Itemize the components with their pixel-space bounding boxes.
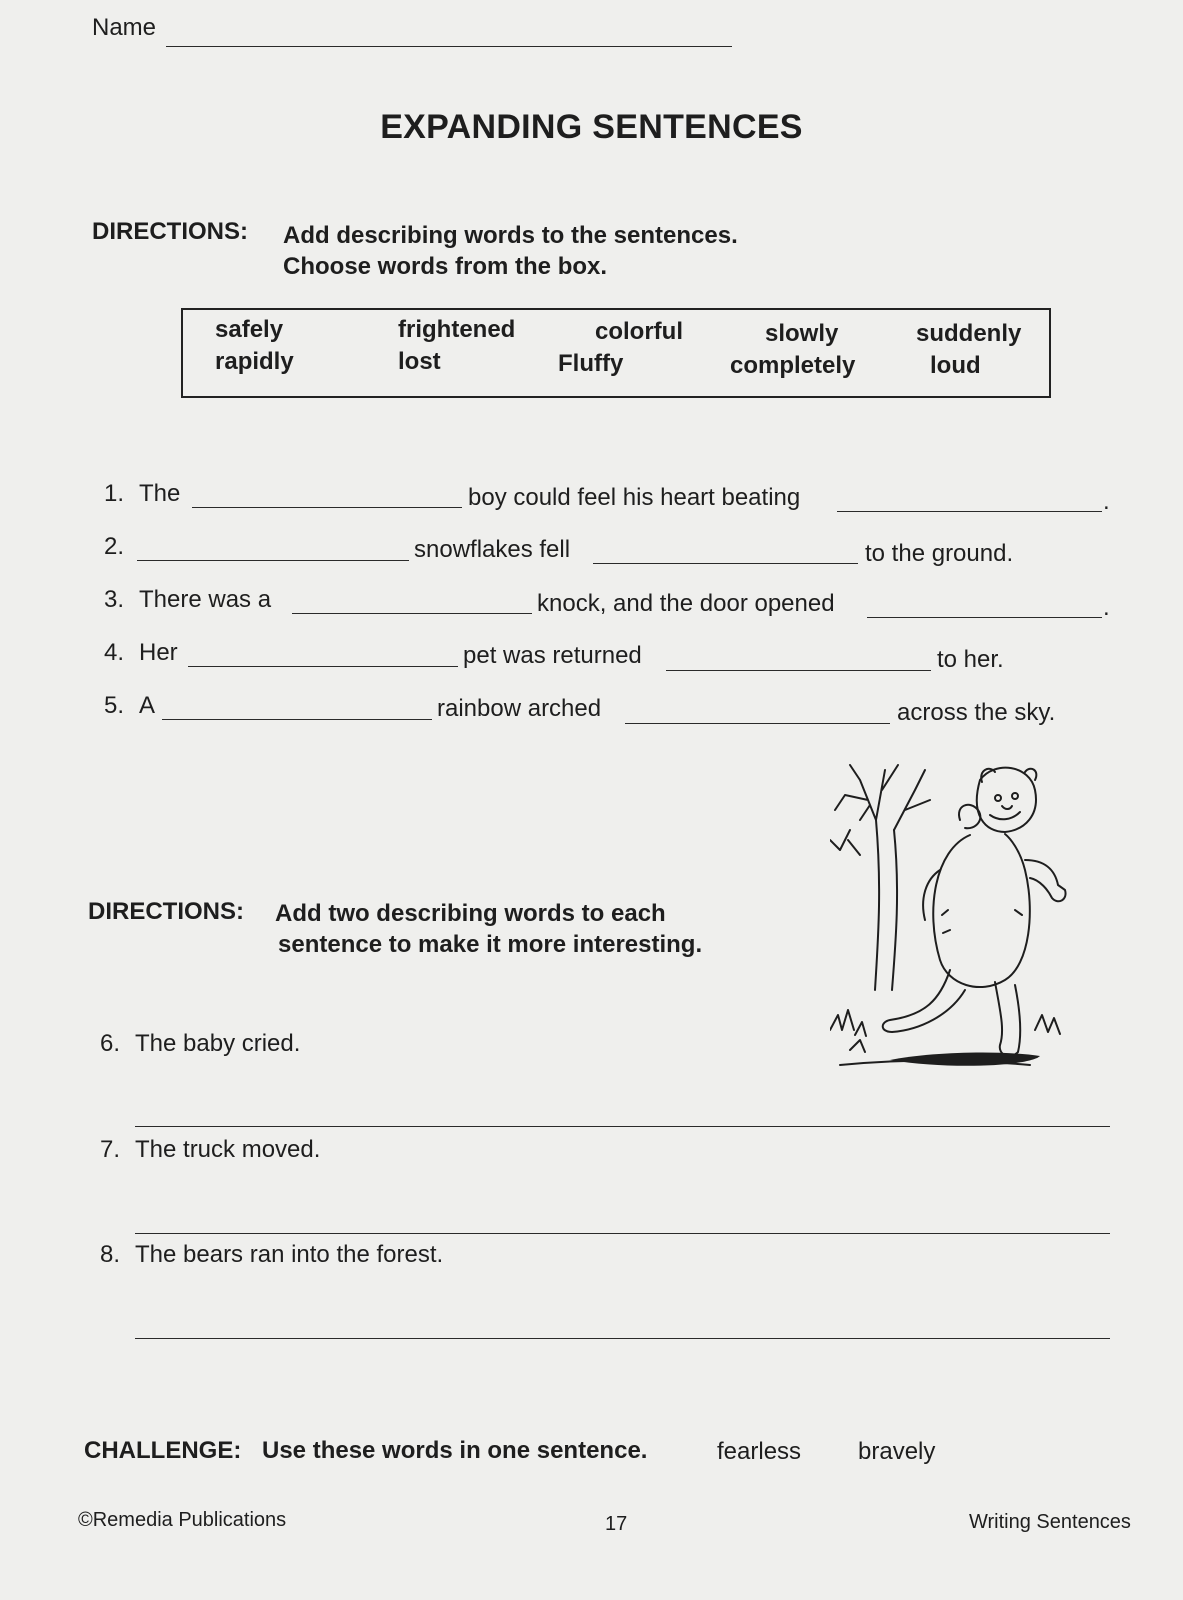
directions-text-line2: Choose words from the box. — [283, 253, 608, 280]
sentence-text: rainbow arched — [437, 695, 602, 722]
answer-blank[interactable] — [666, 670, 931, 671]
challenge-text: Use these words in one sentence. — [262, 1437, 648, 1464]
exercise-number: 8. — [100, 1241, 121, 1268]
answer-blank[interactable] — [137, 560, 409, 561]
sentence-text: pet was returned — [463, 642, 642, 669]
word-bank-box — [181, 308, 1051, 398]
sentence-text: across the sky. — [897, 699, 1056, 726]
sentence-text: A — [139, 692, 156, 719]
answer-blank[interactable] — [593, 563, 858, 564]
sentence-text: to her. — [937, 646, 1004, 673]
sentence-number: 2. — [104, 533, 125, 560]
word-bank-item: loud — [930, 352, 981, 379]
sentence-text: . — [1103, 488, 1110, 515]
word-bank-item: safely — [215, 316, 284, 343]
answer-blank[interactable] — [837, 511, 1102, 512]
sentence-text: The — [139, 480, 181, 507]
answer-line[interactable] — [135, 1338, 1110, 1339]
word-bank-item: lost — [398, 348, 441, 375]
sentence-number: 3. — [104, 586, 125, 613]
sentence-number: 1. — [104, 480, 125, 507]
page-number: 17 — [605, 1513, 628, 1535]
name-label: Name — [92, 14, 157, 41]
word-bank-item: suddenly — [916, 320, 1022, 347]
challenge-label: CHALLENGE: — [84, 1437, 242, 1464]
answer-blank[interactable] — [162, 719, 432, 720]
directions-text-line2: sentence to make it more interesting. — [278, 931, 703, 958]
answer-blank[interactable] — [625, 723, 890, 724]
name-field-line[interactable] — [166, 46, 732, 47]
word-bank-item: frightened — [398, 316, 516, 343]
exercise-sentence: The baby cried. — [135, 1030, 301, 1057]
sentence-text: Her — [139, 639, 178, 666]
exercise-sentence: The bears ran into the forest. — [135, 1241, 444, 1268]
sentence-number: 5. — [104, 692, 125, 719]
sentence-number: 4. — [104, 639, 125, 666]
bear-running-by-tree-icon — [830, 760, 1080, 1080]
answer-blank[interactable] — [192, 507, 462, 508]
sentence-text: knock, and the door opened — [537, 590, 835, 617]
word-bank-item: colorful — [595, 318, 683, 345]
sentence-text: There was a — [139, 586, 272, 613]
sentence-text: boy could feel his heart beating — [468, 484, 801, 511]
answer-line[interactable] — [135, 1233, 1110, 1234]
exercise-number: 6. — [100, 1030, 121, 1057]
word-bank-item: Fluffy — [558, 350, 624, 377]
page-title: EXPANDING SENTENCES — [380, 108, 803, 146]
answer-blank[interactable] — [867, 617, 1102, 618]
word-bank-item: slowly — [765, 320, 839, 347]
word-bank-item: rapidly — [215, 348, 294, 375]
challenge-word: fearless — [717, 1438, 802, 1465]
directions-text-line1: Add two describing words to each — [275, 900, 666, 927]
answer-blank[interactable] — [292, 613, 532, 614]
sentence-text: . — [1103, 594, 1110, 621]
challenge-word: bravely — [858, 1438, 936, 1465]
exercise-sentence: The truck moved. — [135, 1136, 321, 1163]
sentence-text: to the ground. — [865, 540, 1014, 567]
sentence-text: snowflakes fell — [414, 536, 571, 563]
exercise-number: 7. — [100, 1136, 121, 1163]
word-bank-item: completely — [730, 352, 856, 379]
answer-line[interactable] — [135, 1126, 1110, 1127]
directions-label: DIRECTIONS: — [88, 898, 244, 925]
directions-text-line1: Add describing words to the sentences. — [283, 222, 738, 249]
directions-label: DIRECTIONS: — [92, 218, 248, 245]
footer-publisher: ©Remedia Publications — [78, 1509, 287, 1531]
footer-section: Writing Sentences — [969, 1511, 1131, 1533]
answer-blank[interactable] — [188, 666, 458, 667]
